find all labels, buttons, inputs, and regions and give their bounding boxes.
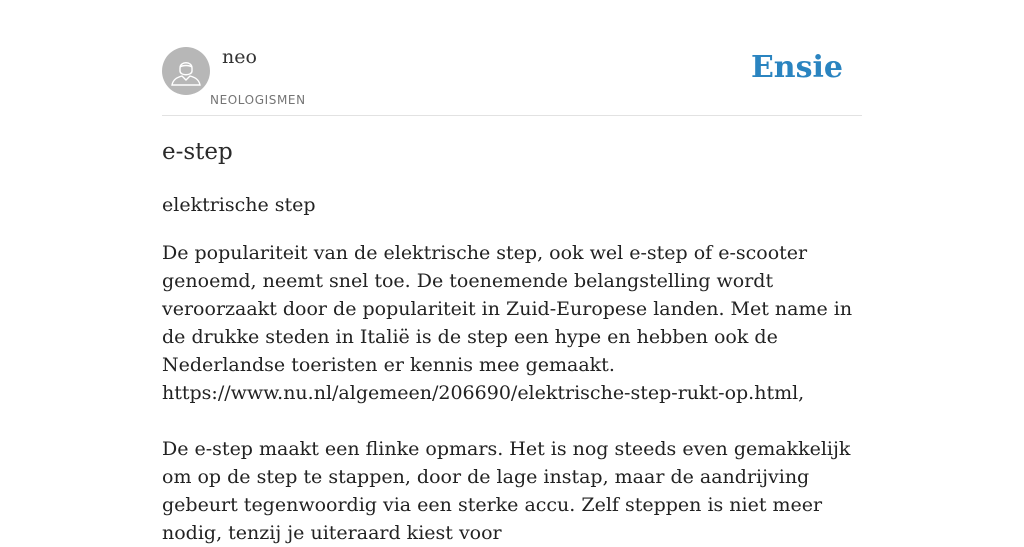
ensie-logo[interactable]: Ensie [750, 50, 843, 85]
body-paragraph: De populariteit van de elektrische step, ook wel e-step of e-scooter genoemd, neemt snel toe. De toenemende belangstelling wordt veroorzaakt door de populariteit in Zuid-Europese landen. Met name in de drukke steden in Italië is de step een hype en hebben ook de Nederlandse toeristen er kennis mee gemaakt. [162, 242, 853, 376]
entry-header [162, 0, 862, 116]
body-paragraph: De e-step maakt een flinke opmars. Het is nog steeds even gemakkelijk om op de step te stappen, door de lage instap, maar de aandrijving gebeurt tegenwoordig via een sterke accu. Zelf steppen is niet meer nodig, tenzij je uiteraard kiest voor [162, 438, 851, 544]
entry-definition: elektrische step [162, 194, 316, 216]
entry-title: e-step [162, 139, 233, 165]
entry-body [162, 239, 862, 547]
user-icon [162, 47, 210, 95]
source-link[interactable]: https://www.nu.nl/algemeen/206690/elektrische-step-rukt-op.html, [162, 382, 805, 404]
collection-link[interactable]: NEOLOGISMEN [210, 93, 306, 107]
author-name[interactable]: neo [222, 46, 257, 68]
paragraph-spacer [162, 407, 862, 435]
entry-page [162, 0, 862, 544]
avatar[interactable] [162, 47, 210, 95]
